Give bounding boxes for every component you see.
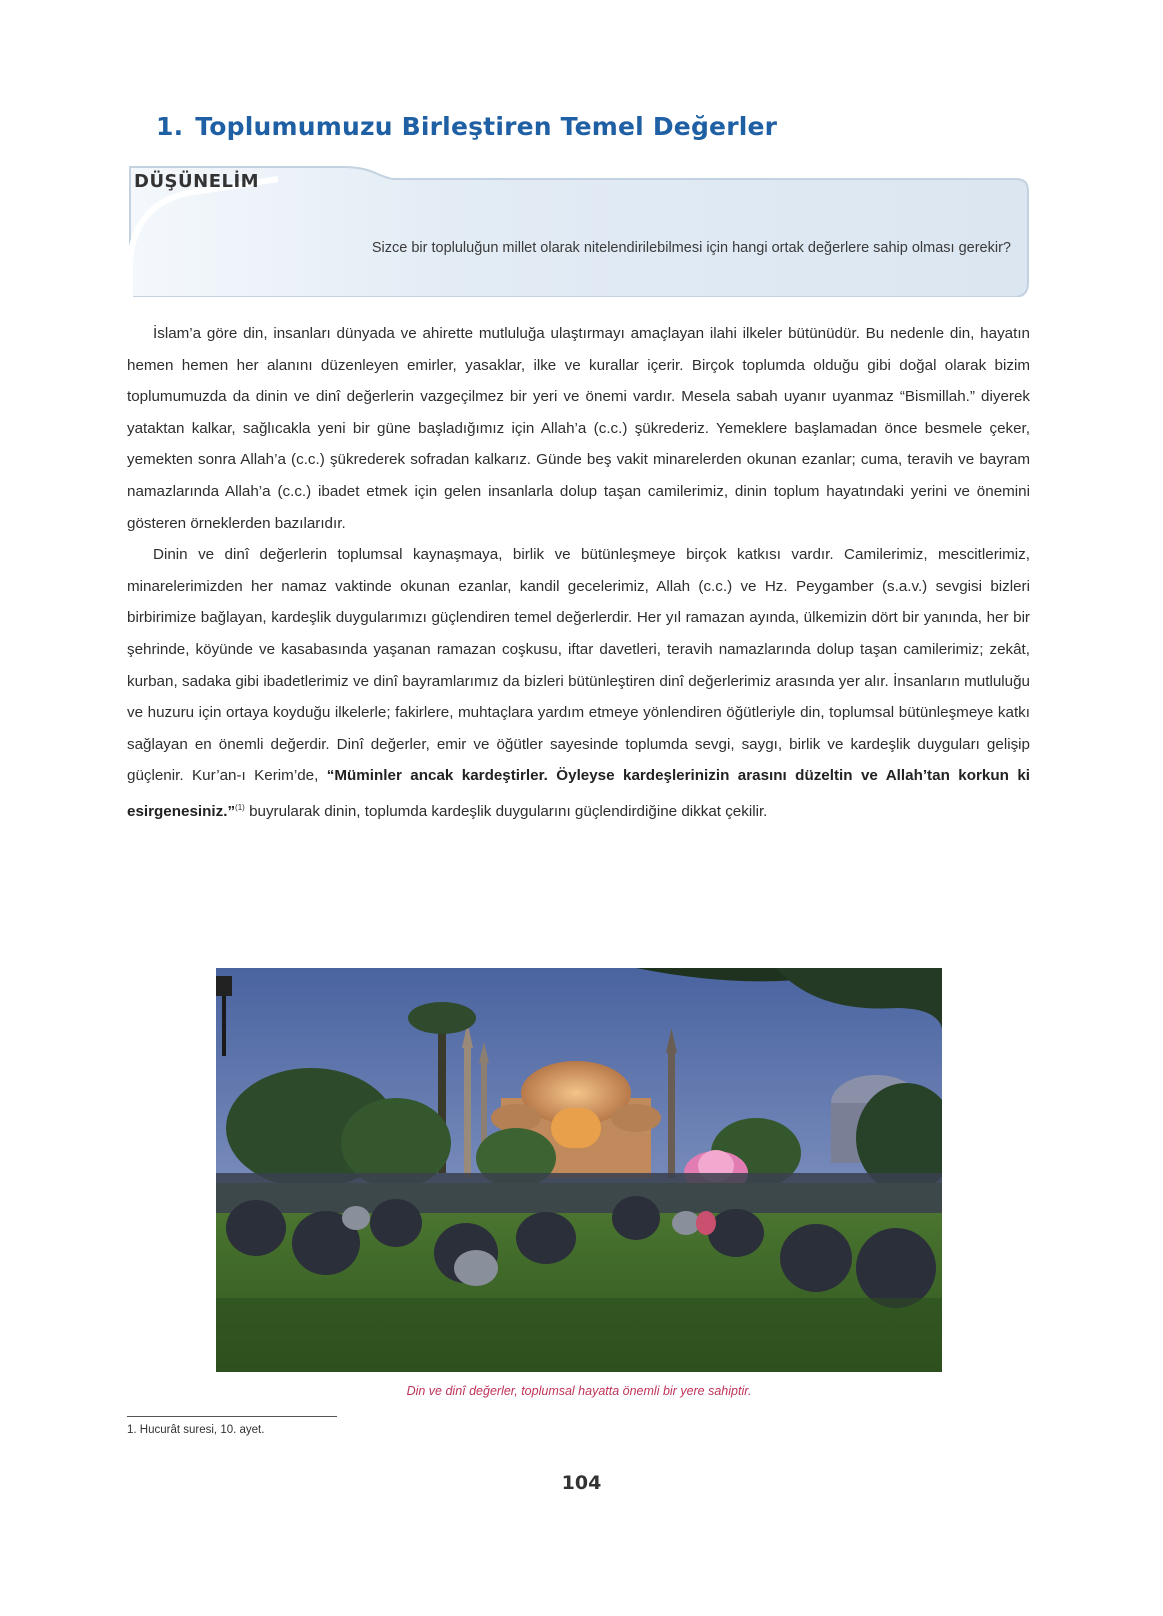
think-box-label: DÜŞÜNELİM xyxy=(134,171,260,192)
paragraph-2-outro: buyrularak dinin, toplumda kardeşlik duygularını güçlendirdiğine dikkat çekilir. xyxy=(249,802,768,820)
quran-quote: “Müminler ancak kardeştirler. Öyleyse kardeşlerinizin arasını düzeltin ve Allah’tan korkun ki esirgenesiniz.” xyxy=(127,767,1030,820)
body-text xyxy=(127,318,1030,828)
page-number: 104 xyxy=(561,1472,602,1494)
section-heading xyxy=(156,112,777,141)
footnote-ref: (1) xyxy=(235,802,245,812)
paragraph-2-intro: Dinin ve dinî değerlerin toplumsal kaynaşmaya, birlik ve bütünleşmeye birçok katkısı vardır. Camilerimiz, mescitlerimiz, minarelerimizden her namaz vaktinde okunan ezanlar, kandil gecelerimiz, Allah (c.c.) ve Hz. Peygamber (s.a.v.) sevgisi bizleri birbirimize bağlayan, kardeşlik duygularımızı güçlendiren temel değerlerdir. Her yıl ramazan ayında, ülkemizin dört bir yanında, her bir şehrinde, köyünde ve kasabasında yaşanan ramazan coşkusu, iftar davetleri, teravih namazlarında dolup taşan camilerimiz; zekât, kurban, sadaka gibi ibadetlerimiz ve dinî bayramlarımız da bizleri bütünleştiren dinî değerlerimiz arasında yer alır. İnsanların mutluluğu ve huzuru için ortaya koyduğu ilkelerle; fakirlere, muhtaçlara yardım etmeye yönlendiren öğütleriyle din, toplumsal bütünleşmeye katkı sağlayan en önemli değerdir. Dinî değerler, emir ve öğütler sayesinde toplumda sevgi, saygı, birlik ve kardeşlik duyguları gelişip güçlenir. Kur’an-ı Kerim’de, xyxy=(127,546,1030,785)
section-number: 1. xyxy=(156,112,184,141)
section-title: Toplumumuzu Birleştiren Temel Değerler xyxy=(195,112,778,141)
photo-caption: Din ve dinî değerler, toplumsal hayatta önemli bir yere sahiptir. xyxy=(406,1384,752,1398)
think-box xyxy=(128,165,1032,305)
iftar-photo xyxy=(216,968,942,1372)
iftar-photo-illustration xyxy=(216,968,942,1372)
footnote-divider xyxy=(127,1416,337,1417)
paragraph-2 xyxy=(127,539,1030,827)
footnote: 1. Hucurât suresi, 10. ayet. xyxy=(127,1424,265,1436)
think-box-question: Sizce bir topluluğun millet olarak nitelendirilebilmesi için hangi ortak değerlere sahip olması gerekir? xyxy=(371,240,1011,256)
paragraph-1: İslam’a göre din, insanları dünyada ve ahirette mutluluğa ulaştırmayı amaçlayan ilahi ilkeler bütünüdür. Bu nedenle din, hayatın hemen hemen her alanını düzenleyen emirler, yasaklar, ilke ve kurallar içerir. Birçok toplumda olduğu gibi doğal olarak bizim toplumumuzda da dinin ve dinî değerlerin vazgeçilmez bir yeri ve önemi vardır. Mesela sabah uyanır uyanmaz “Bismillah.” diyerek yataktan kalkar, sağlıcakla yeni bir güne başladığımız için Allah’a (c.c.) şükrederiz. Yemeklere başlamadan önce besmele çeker, yemekten sonra Allah’a (c.c.) şükrederek sofradan kalkarız. Günde beş vakit minarelerden okunan ezanlar; cuma, teravih ve bayram namazlarında Allah’a (c.c.) ibadet etmek için gelen insanlarla dolup taşan camilerimiz, dinin toplum hayatındaki yerini ve önemini gösteren örneklerden bazılarıdır. xyxy=(127,325,1030,532)
think-box-background xyxy=(128,165,1032,305)
